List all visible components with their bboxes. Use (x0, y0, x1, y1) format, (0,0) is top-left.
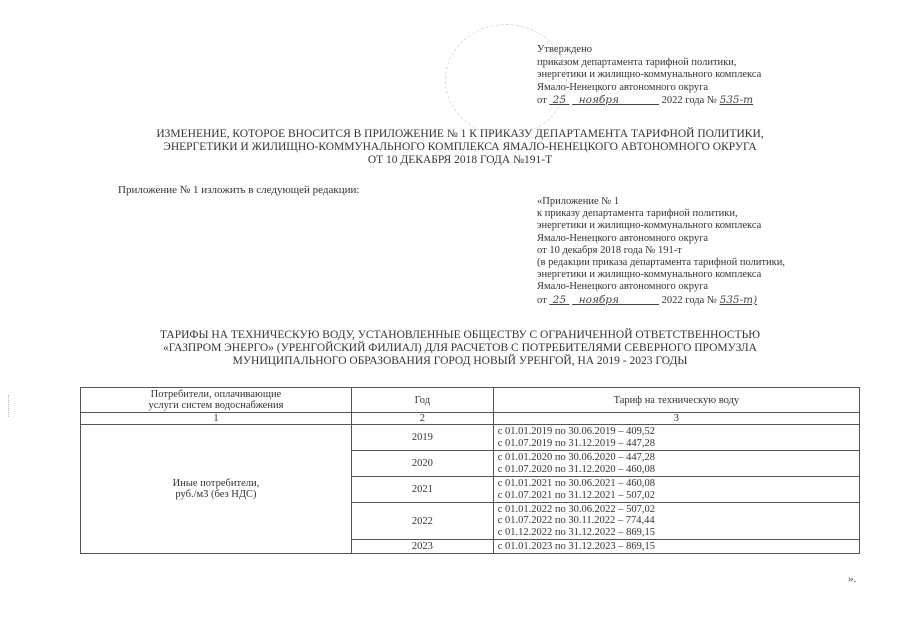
approval-line: энергетики и жилищно-коммунального комплекса (537, 69, 762, 80)
annex-block (537, 196, 867, 307)
lead-text: Приложение № 1 изложить в следующей редакции: (118, 184, 360, 196)
date-prefix: от (537, 294, 547, 306)
tariffs-title (70, 329, 850, 368)
consumer-line: Иные потребители, (172, 477, 260, 489)
date-month: ноября (578, 94, 619, 106)
tariff-line: с 01.01.2023 по 31.12.2023 – 869,15 (497, 540, 656, 552)
header-tariff: Тариф на техническую воду (493, 388, 859, 413)
tariff-table (80, 387, 860, 554)
annex-line: энергетики и жилищно-коммунального комплекса (537, 269, 762, 281)
date-year: 2022 года № (661, 95, 717, 106)
change-title (80, 128, 840, 167)
year-cell: 2022 (351, 503, 493, 540)
date-year: 2022 года № (661, 294, 717, 306)
year-cell: 2020 (351, 451, 493, 477)
closing-quote: ». (848, 573, 857, 585)
tariff-line: с 01.07.2020 по 31.12.2020 – 460,08 (497, 463, 656, 475)
tariff-line: с 01.07.2022 по 30.11.2022 – 774,44 (497, 515, 655, 527)
tariff-line: с 01.07.2021 по 31.12.2021 – 507,02 (497, 489, 656, 501)
column-number: 3 (493, 413, 859, 425)
tariff-cell (493, 451, 859, 477)
date-number: 535-т) (719, 293, 758, 306)
header-consumers-line: услуги систем водоснабжения (148, 400, 284, 411)
year-cell: 2019 (351, 425, 493, 451)
change-title-line: ОТ 10 ДЕКАБРЯ 2018 ГОДА №191-Т (367, 154, 553, 166)
table-row (81, 425, 860, 451)
date-prefix: от (537, 95, 547, 106)
table-number-row (81, 413, 860, 425)
date-number: 535-т (719, 94, 754, 106)
date-day: 25 (552, 94, 567, 106)
change-title-line: ЭНЕРГЕТИКИ И ЖИЛИЩНО-КОММУНАЛЬНОГО КОМПЛЕКСА ЯМАЛО-НЕНЕЦКОГО АВТОНОМНОГО ОКРУГА (163, 141, 757, 153)
tariff-cell (493, 540, 859, 554)
tariff-cell (493, 477, 859, 503)
year-cell: 2021 (351, 477, 493, 503)
tariff-line: с 01.01.2020 по 30.06.2020 – 447,28 (497, 452, 656, 463)
approval-date (537, 94, 877, 108)
date-month: ноября (578, 293, 619, 306)
tariff-line: с 01.07.2019 по 31.12.2019 – 447,28 (497, 437, 656, 449)
annex-line: от 10 декабря 2018 года № 191-т (537, 244, 682, 256)
tariffs-title-line: «ГАЗПРОМ ЭНЕРГО» (УРЕНГОЙСКИЙ ФИЛИАЛ) ДЛЯ РАСЧЕТОВ С ПОТРЕБИТЕЛЯМИ СЕВЕРНОГО ПРОМУЗЛА (163, 342, 757, 354)
header-year: Год (351, 388, 493, 413)
tariff-cell (493, 503, 859, 540)
tariffs-title-line: ТАРИФЫ НА ТЕХНИЧЕСКУЮ ВОДУ, УСТАНОВЛЕННЫЕ ОБЩЕСТВУ С ОГРАНИЧЕННОЙ ОТВЕТСТВЕННОСТЬЮ (159, 329, 761, 341)
consumer-cell (81, 425, 352, 554)
approval-block (537, 44, 877, 108)
tariff-line: с 01.01.2022 по 30.06.2022 – 507,02 (497, 503, 656, 515)
annex-line: Ямало-Ненецкого автономного округа (537, 232, 709, 244)
year-cell: 2023 (351, 540, 493, 554)
tariff-line: с 01.12.2022 по 31.12.2022 – 869,15 (497, 526, 656, 538)
date-day: 25 (552, 293, 567, 306)
annex-line: (в редакции приказа департамента тарифной политики, (537, 257, 785, 269)
column-number: 1 (81, 413, 352, 425)
change-title-line: ИЗМЕНЕНИЕ, КОТОРОЕ ВНОСИТСЯ В ПРИЛОЖЕНИЕ № 1 К ПРИКАЗУ ДЕПАРТАМЕНТА ТАРИФНОЙ ПОЛИТИКИ, (156, 128, 764, 140)
consumer-line: руб./м3 (без НДС) (175, 489, 257, 500)
tariff-cell (493, 425, 859, 451)
approval-line: Ямало-Ненецкого автономного округа (537, 81, 709, 93)
tariffs-title-line: МУНИЦИПАЛЬНОГО ОБРАЗОВАНИЯ ГОРОД НОВЫЙ УРЕНГОЙ, НА 2019 - 2023 ГОДЫ (232, 355, 688, 367)
margin-mark (8, 395, 11, 417)
header-consumers-line: Потребители, оплачивающие (150, 388, 282, 400)
table-header-row (81, 388, 860, 413)
approval-line: приказом департамента тарифной политики, (537, 56, 737, 68)
annex-line: «Приложение № 1 (537, 196, 620, 207)
annex-line: Ямало-Ненецкого автономного округа (537, 281, 709, 293)
annex-line: энергетики и жилищно-коммунального комплекса (537, 220, 762, 232)
tariff-line: с 01.01.2019 по 30.06.2019 – 409,52 (497, 426, 656, 437)
annex-date (537, 294, 867, 307)
tariff-line: с 01.01.2021 по 30.06.2021 – 460,08 (497, 478, 656, 489)
approval-line: Утверждено (537, 44, 592, 55)
header-consumers (81, 388, 352, 413)
annex-line: к приказу департамента тарифной политики, (537, 208, 738, 220)
column-number: 2 (351, 413, 493, 425)
